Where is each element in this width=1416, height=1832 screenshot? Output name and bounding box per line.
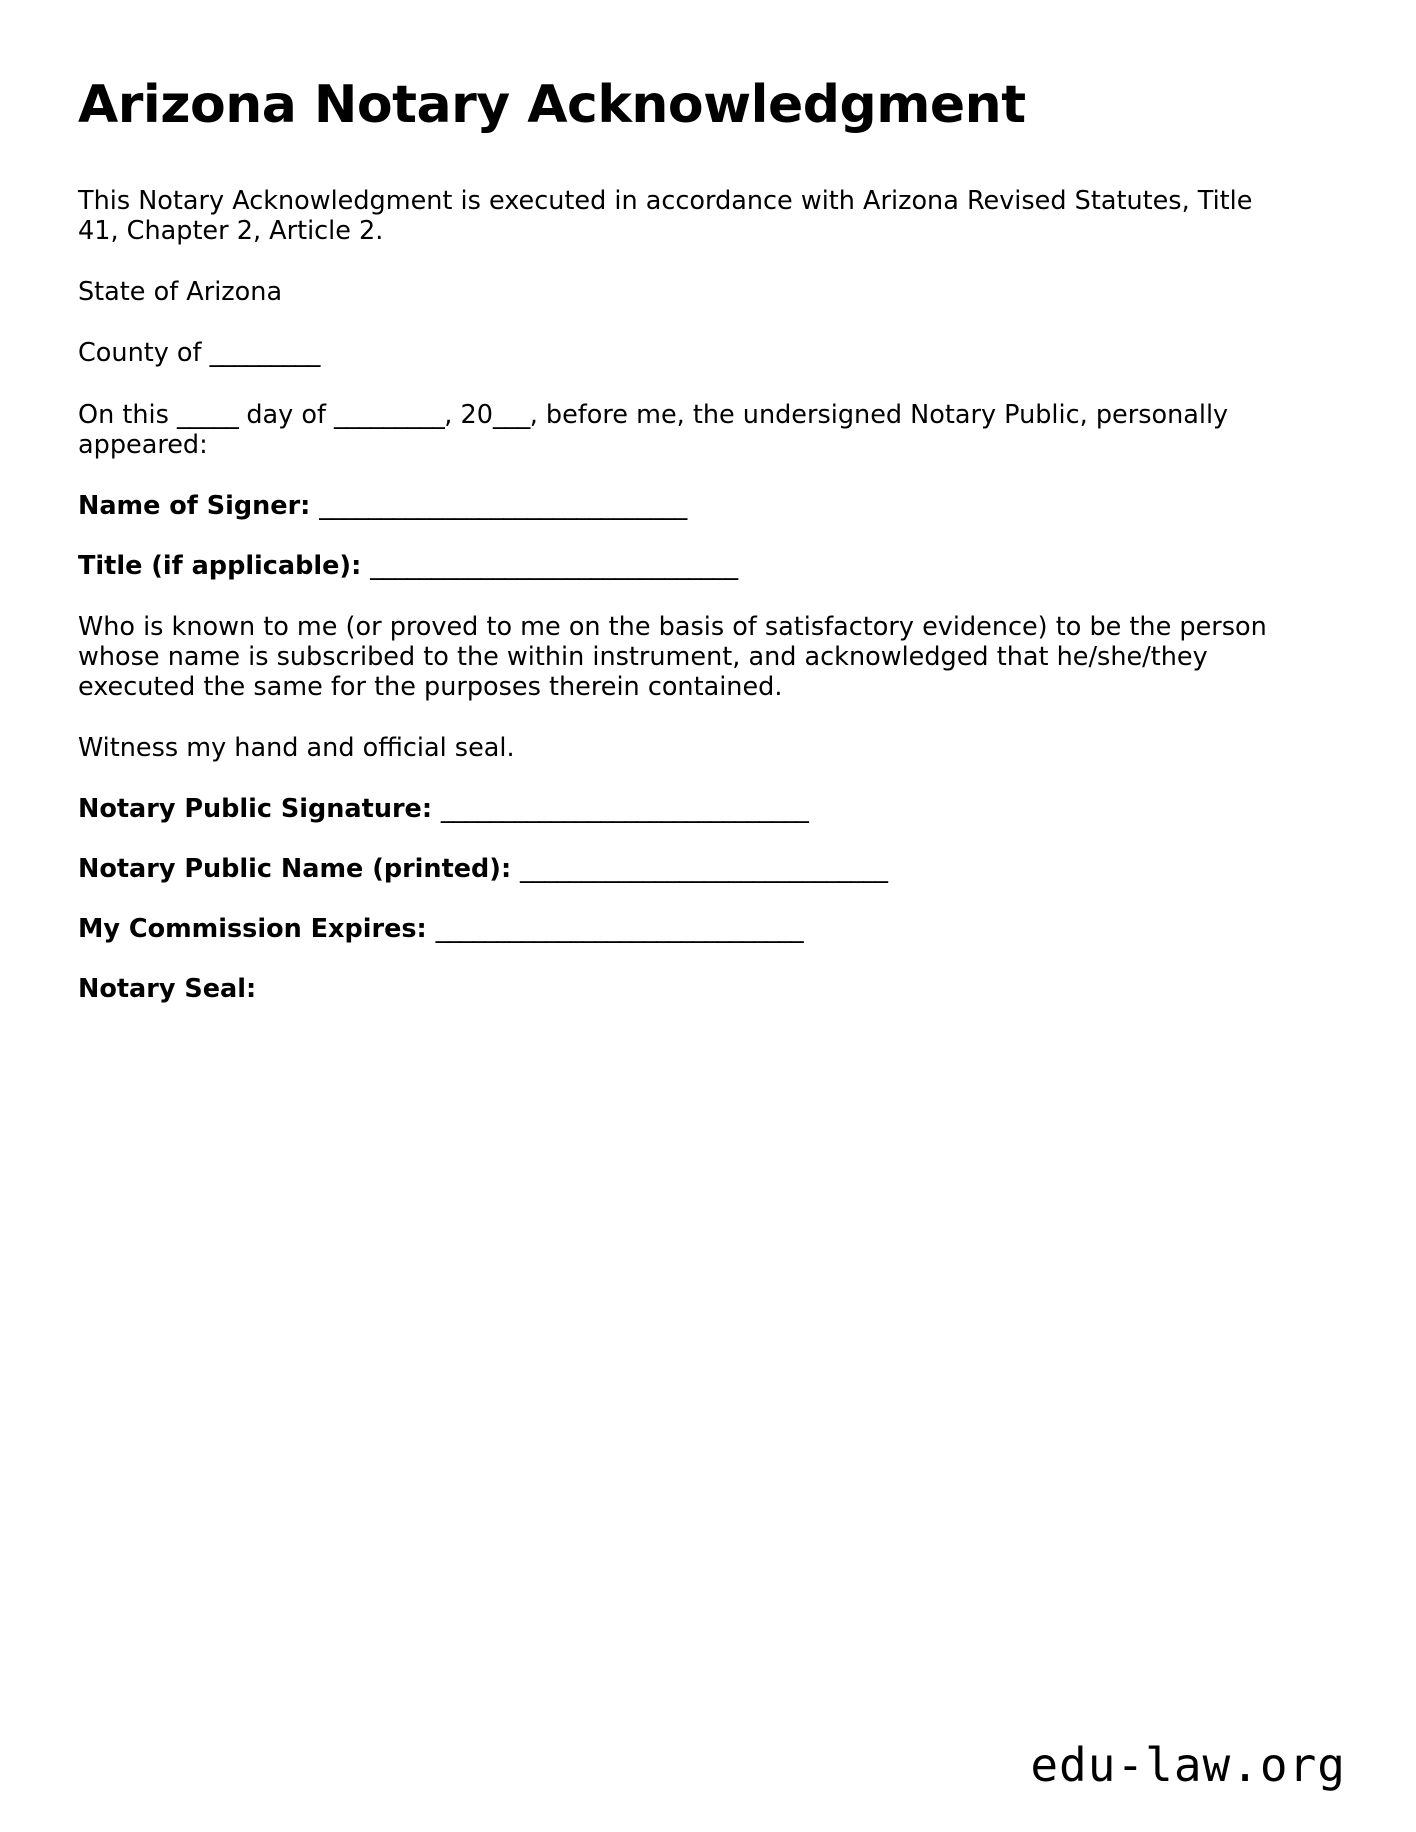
spacer: [78, 246, 1288, 277]
date-prefix: On this: [78, 399, 177, 430]
date-suffix: , before me, the undersigned Notary Public, personally appeared:: [78, 399, 1229, 460]
spacer: [78, 521, 1288, 551]
date-mid-1: day of: [238, 399, 335, 430]
notary-signature-blank[interactable]: ______________________________: [440, 794, 809, 825]
title-if-applicable-blank[interactable]: ______________________________: [370, 550, 738, 581]
spacer: [78, 307, 1288, 338]
notary-seal-line: [78, 974, 1288, 1004]
date-mid-2: , 20: [444, 399, 493, 430]
county-blank[interactable]: _________: [209, 338, 320, 369]
spacer: [78, 702, 1288, 733]
spacer: [78, 581, 1288, 612]
acknowledgment-paragraph: Who is known to me (or proved to me on the basis of satisfactory evidence) to be the person whose name is subscribed to the within instrument, and acknowledged that he/she/they executed the same for the purposes therein contained.: [78, 611, 1267, 703]
spacer: [78, 369, 1288, 400]
title-if-applicable-label: Title (if applicable):: [78, 550, 371, 581]
notary-printed-name-line: [78, 854, 1288, 884]
intro-paragraph: This Notary Acknowledgment is executed in accordance with Arizona Revised Statutes, Title 41, Chapter 2, Article 2.: [78, 186, 1253, 247]
name-of-signer-line: [78, 491, 1288, 521]
document-body: [78, 76, 1288, 1004]
notary-signature-label: Notary Public Signature:: [78, 794, 441, 825]
county-label: County of: [78, 338, 210, 369]
spacer: [78, 134, 1288, 186]
footer-watermark: edu-law.org: [1030, 1738, 1346, 1792]
page-title: Arizona Notary Acknowledgment: [78, 75, 1026, 135]
spacer: [78, 763, 1288, 794]
month-blank[interactable]: _________: [334, 399, 445, 430]
spacer: [78, 824, 1288, 854]
date-line: [78, 400, 1288, 460]
commission-expires-label: My Commission Expires:: [78, 914, 436, 945]
commission-expires-blank[interactable]: ______________________________: [435, 914, 804, 945]
state-line: State of Arizona: [78, 277, 283, 308]
county-line: [78, 338, 1288, 368]
witness-line: Witness my hand and official seal.: [78, 733, 515, 764]
day-blank[interactable]: _____: [176, 399, 239, 430]
notary-printed-name-label: Notary Public Name (printed):: [78, 854, 521, 885]
commission-expires-line: [78, 914, 1288, 944]
title-if-applicable-line: [78, 551, 1288, 581]
spacer: [78, 460, 1288, 491]
spacer: [78, 944, 1288, 974]
name-of-signer-label: Name of Signer:: [78, 490, 320, 521]
spacer: [78, 884, 1288, 914]
year-blank[interactable]: ___: [492, 399, 530, 430]
notary-signature-line: [78, 794, 1288, 824]
notary-printed-name-blank[interactable]: ______________________________: [520, 854, 888, 885]
notary-seal-label: Notary Seal:: [78, 974, 257, 1005]
name-of-signer-blank[interactable]: ______________________________: [319, 490, 687, 521]
